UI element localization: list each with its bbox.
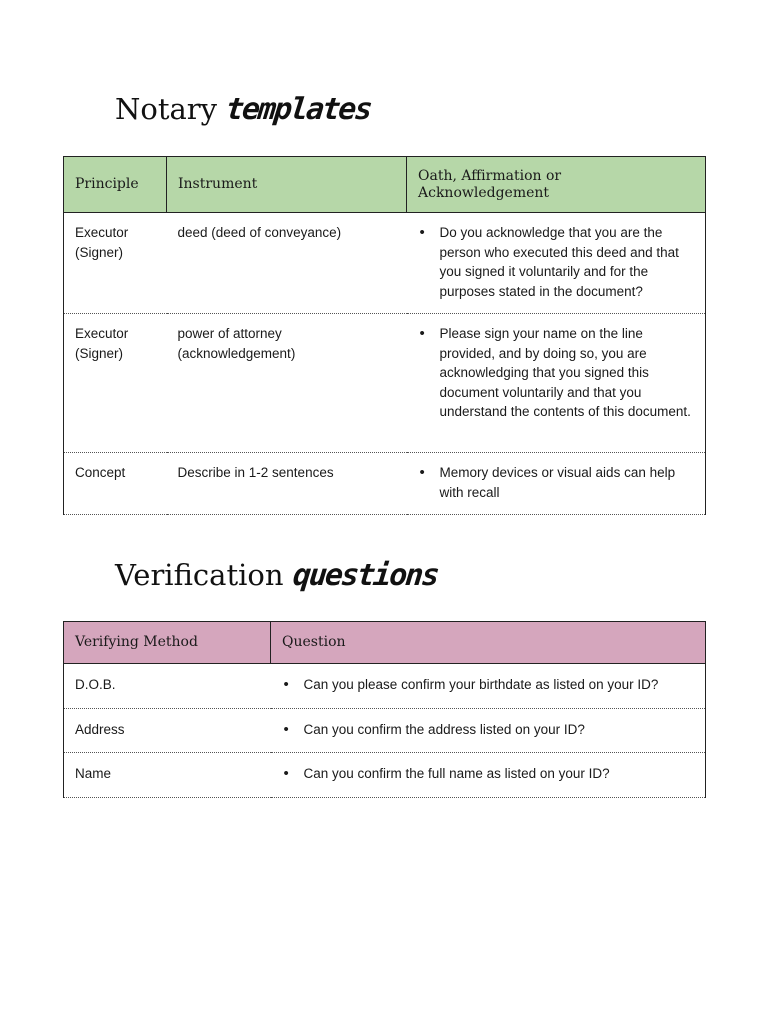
method-cell: Name — [64, 753, 271, 798]
notary-templates-heading — [115, 92, 371, 127]
column-header-verifying-method: Verifying Method — [64, 622, 271, 664]
heading-plain-text: Verification — [115, 558, 284, 592]
column-header-instrument: Instrument — [167, 157, 407, 213]
table-header-row — [64, 157, 706, 213]
oath-cell — [407, 314, 706, 453]
principle-cell: Executor (Signer) — [64, 314, 167, 453]
heading-script-text: questions — [290, 558, 440, 593]
principle-cell: Concept — [64, 453, 167, 515]
method-cell: Address — [64, 708, 271, 753]
instrument-cell: power of attorney (acknowledgement) — [167, 314, 407, 453]
oath-cell — [407, 213, 706, 314]
principle-cell: Executor (Signer) — [64, 213, 167, 314]
heading-script-text: templates — [224, 92, 373, 127]
table-row — [64, 213, 706, 314]
heading-plain-text: Notary — [115, 92, 218, 126]
verification-questions-heading — [115, 558, 440, 593]
table-row — [64, 708, 706, 753]
instrument-cell: Describe in 1-2 sentences — [167, 453, 407, 515]
question-bullet: • Can you confirm the full name as listed on your ID? — [304, 764, 695, 784]
instrument-cell: deed (deed of conveyance) — [167, 213, 407, 314]
table-row — [64, 314, 706, 453]
table-row — [64, 453, 706, 515]
question-cell — [271, 753, 706, 798]
oath-bullet: • Memory devices or visual aids can help with recall — [440, 463, 695, 502]
verification-questions-table — [63, 621, 706, 798]
oath-bullet: • Do you acknowledge that you are the person who executed this deed and that you signed it voluntarily and for the purposes stated in the document? — [440, 223, 695, 301]
column-header-principle: Principle — [64, 157, 167, 213]
oath-cell — [407, 453, 706, 515]
column-header-question: Question — [271, 622, 706, 664]
table-row — [64, 664, 706, 709]
table-row — [64, 753, 706, 798]
notary-templates-table — [63, 156, 706, 515]
table-header-row — [64, 622, 706, 664]
oath-bullet: • Please sign your name on the line provided, and by doing so, you are acknowledging that you signed this document voluntarily and that you understand the contents of this document. — [440, 324, 695, 422]
question-cell — [271, 664, 706, 709]
question-bullet: • Can you confirm the address listed on your ID? — [304, 720, 695, 740]
question-cell — [271, 708, 706, 753]
column-header-oath: Oath, Affirmation or Acknowledgement — [407, 157, 706, 213]
question-bullet: • Can you please confirm your birthdate as listed on your ID? — [304, 675, 695, 695]
method-cell: D.O.B. — [64, 664, 271, 709]
